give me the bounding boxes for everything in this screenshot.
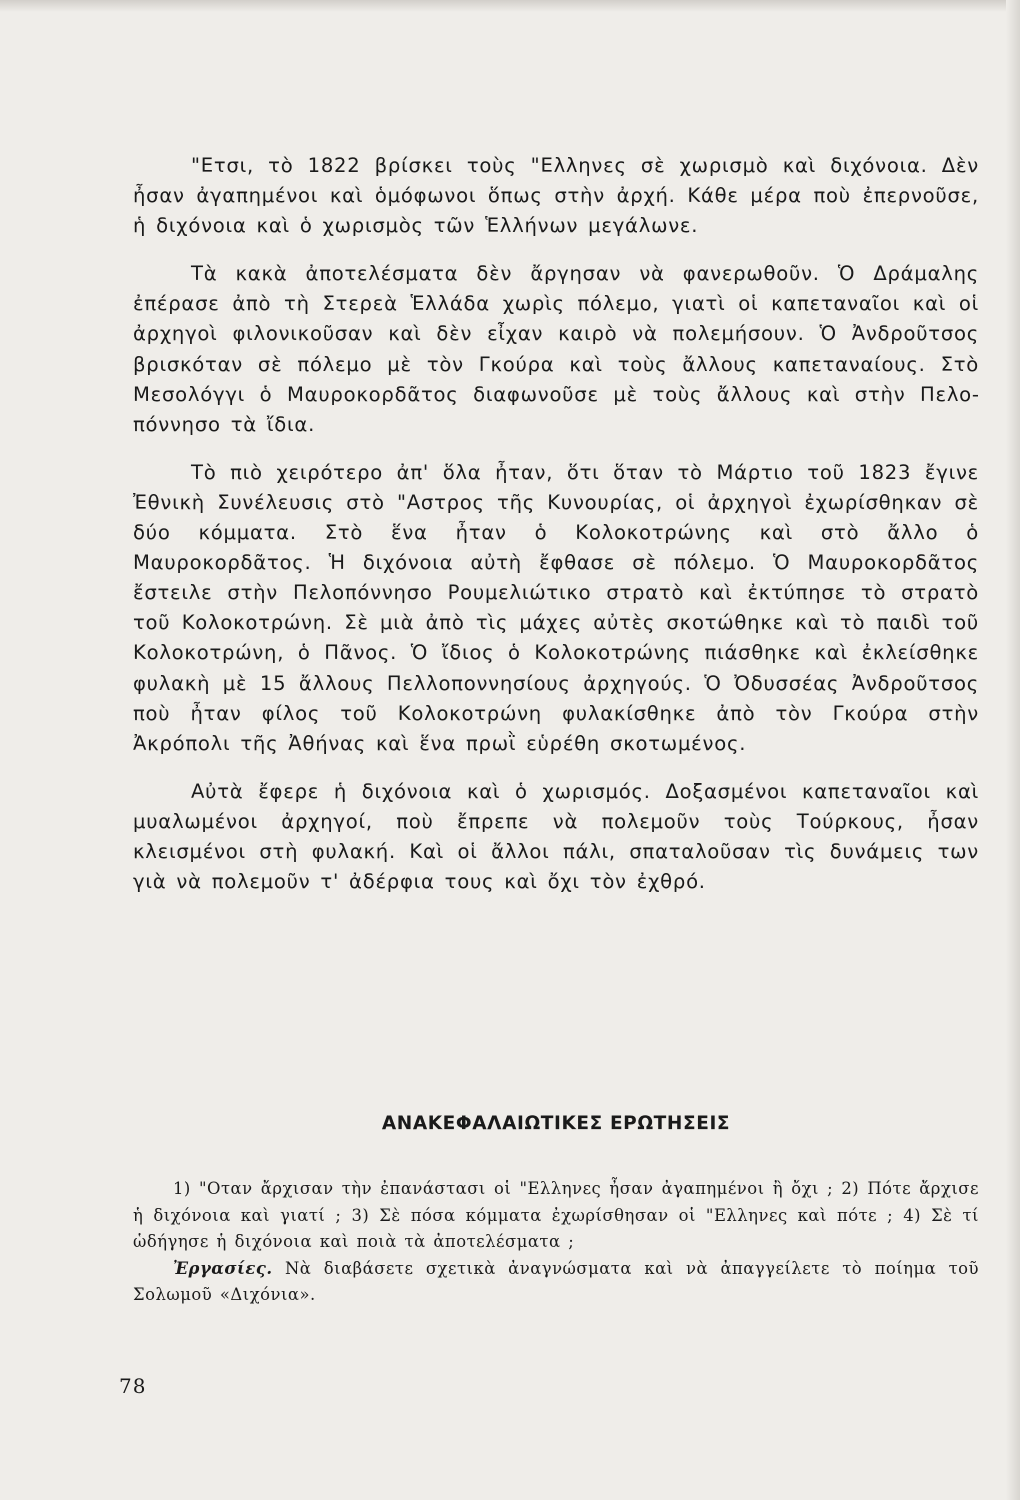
paragraph-2: Τὰ κακὰ ἀποτελέσματα δὲν ἄργησαν νὰ φανερωθοῦν. Ὁ Δράμαλης ἐπέρασε ἀπὸ τὴ Στερεὰ Ἑλλάδα χωρὶς πόλεμο, γιατὶ οἱ καπεταναῖοι καὶ οἱ ἀρχηγοὶ φιλονικοῦσαν καὶ δὲν εἶχαν καιρὸ νὰ πολεμήσουν. Ὁ Ἀνδροῦτσος βρισκόταν σὲ πόλεμο μὲ τὸν Γκούρα καὶ τοὺς ἄλλους καπεταναίους. Στὸ Μεσολόγγι ὁ Μαυροκορδᾶτος διαφωνοῦσε μὲ τοὺς ἄλλους καὶ στὴν Πελοπόννησο τὰ ἴδια.	[133, 262, 979, 436]
page-top-shadow	[0, 0, 1020, 12]
paragraph-4: Αὐτὰ ἔφερε ἡ διχόνοια καὶ ὁ χωρισμός. Δοξασμένοι καπεταναῖοι καὶ μυαλωμένοι ἀρχηγοί, ποὺ ἔπρεπε νὰ πολεμοῦν τοὺς Τούρκους, ἦσαν κλεισμένοι στὴ φυλακή. Καὶ οἱ ἄλλοι πάλι, σπαταλοῦσαν τὶς δυνάμεις των γιὰ νὰ πολεμοῦν τ' ἀδέρφια τους καὶ ὄχι τὸν ἐχθρό.	[133, 779, 979, 894]
paragraph-3: Τὸ πιὸ χειρότερο ἀπ' ὅλα ἦταν, ὅτι ὅταν τὸ Μάρτιο τοῦ 1823 ἔγινε Ἐθνικὴ Συνέλευσις στὸ "Αστρος τῆς Κυνουρίας, οἱ ἀρχηγοὶ ἐχωρίσθηκαν σὲ δύο κόμματα. Στὸ ἕνα ἦταν ὁ Κολοκοτρώνης καὶ στὸ ἄλλο ὁ Μαυροκορδᾶτος. Ἡ διχόνοια αὐτὴ ἔφθασε σὲ πόλεμο. Ὁ Μαυροκορδᾶτος ἔστειλε στὴν Πελοπόννησο Ρουμελιώτικο στρατὸ καὶ ἐκτύπησε τὸ στρατὸ τοῦ Κολοκοτρώνη. Σὲ μιὰ ἀπὸ τὶς μάχες αὐτὲς σκοτώθηκε καὶ τὸ παιδὶ τοῦ Κολοκοτρώνη, ὁ Πᾶνος. Ὁ ἴδιος ὁ Κολοκοτρώνης πιάσθηκε καὶ ἐκλείσθηκε φυλακὴ μὲ 15 ἄλλους Πελλοποννησίους ἀρχηγούς. Ὁ Ὀδυσσέας Ἀνδροῦτσος ποὺ ἦταν φίλος τοῦ Κολοκοτρώνη φυλακίσθηκε ἀπὸ τὸν Γκούρα στὴν Ἀκρόπολι τῆς Ἀθήνας καὶ ἕνα πρωῒ εὑρέθη σκοτωμένος.	[133, 460, 979, 755]
main-text	[133, 151, 979, 915]
exercises-label: Ἐργασίες.	[173, 1258, 273, 1278]
page-number: 78	[119, 1374, 147, 1398]
section-heading: ΑΝΑΚΕΦΑΛΑΙΩΤΙΚΕΣ ΕΡΩΤΗΣΕΙΣ	[381, 1113, 731, 1134]
paragraph-1: "Ετσι, τὸ 1822 βρίσκει τοὺς "Ελληνες σὲ χωρισμὸ καὶ διχόνοια. Δὲν ἦσαν ἀγαπημένοι καὶ ὁμόφωνοι ὅπως στὴν ἀρχή. Κάθε μέρα ποὺ ἐπερνοῦσε, ἡ διχόνοια καὶ ὁ χωρισμὸς τῶν Ἑλλήνων μεγάλωνε.	[133, 154, 979, 238]
exercises-text: Νὰ διαβάσετε σχετικὰ ἀναγνώσματα καὶ νὰ ἀπαγγείλετε τὸ ποίημα τοῦ Σολωμοῦ «Διχόνια».	[133, 1258, 979, 1304]
questions-paragraph: 1) "Οταν ἄρχισαν τὴν ἐπανάστασι οἱ "Ελληνες ἦσαν ἀγαπημένοι ἢ ὄχι ; 2) Πότε ἄρχισε ἡ διχόνοια καὶ γιατί ; 3) Σὲ πόσα κόμματα ἐχωρίσθησαν οἱ "Ελληνες καὶ πότε ; 4) Σὲ τί ὡδήγησε ἡ διχόνοια καὶ ποιὰ τὰ ἀποτελέσματα ;	[133, 1179, 979, 1251]
page-right-shadow	[1006, 0, 1020, 1500]
exercises-paragraph	[133, 1256, 979, 1309]
review-questions	[133, 1176, 979, 1309]
